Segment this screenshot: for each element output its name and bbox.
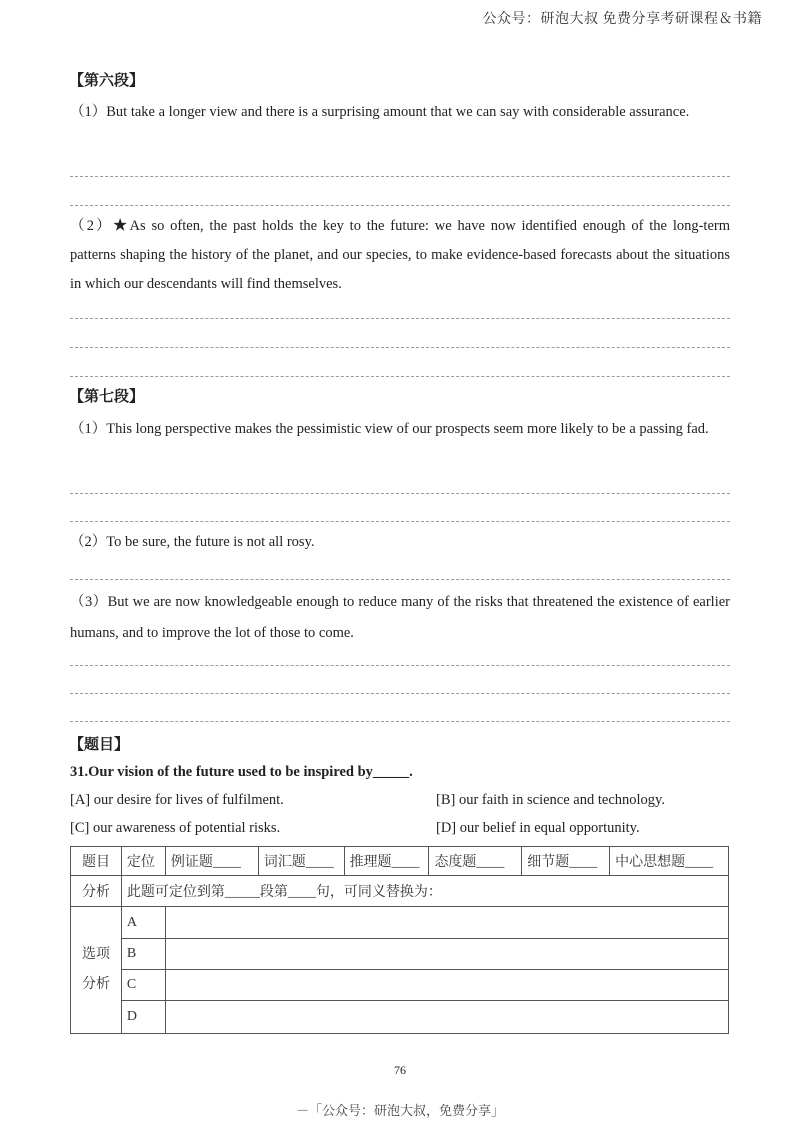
option-letter-d: D [121, 1001, 165, 1034]
option-b-analysis-cell [165, 939, 728, 970]
option-a: [A] our desire for lives of fulfilment. [70, 792, 284, 808]
answer-line [70, 521, 730, 522]
analysis-table [70, 846, 729, 1034]
page-number: 76 [394, 1063, 406, 1077]
header-watermark: 公众号：研泡大叔 免费分享考研课程＆书籍 [482, 12, 762, 27]
option-letter-c: C [121, 970, 165, 1001]
type-vocabulary: 词汇题____ [258, 847, 344, 876]
answer-line [70, 721, 730, 722]
footer-watermark: －「公众号：研泡大叔，免费分享」 [295, 1103, 504, 1118]
table-label-question: 题目 [71, 847, 122, 876]
answer-line [70, 693, 730, 694]
section-7-sentence-3: （3）But we are now knowledgeable enough to reduce many of the risks that threatened the existence of earlier humans, and to improve the lot of those to come. [70, 594, 730, 641]
answer-line [70, 376, 730, 377]
answer-line [70, 318, 730, 319]
option-d-analysis-cell [165, 1001, 728, 1034]
type-main-idea: 中心思想题____ [610, 847, 729, 876]
section-7-title: 【第七段】 [69, 389, 145, 405]
options-label-top: 选项 [81, 947, 110, 962]
answer-line [70, 665, 730, 666]
options-label-bottom: 分析 [81, 977, 110, 992]
option-c: [C] our awareness of potential risks. [70, 820, 281, 836]
section-6-title: 【第六段】 [69, 73, 145, 89]
section-6-sentence-2: （2）★As so often, the past holds the key to the future: we have now identified enough of the long-term patterns shaping the history of the planet, and our species, to make evidence-based forecasts about the situations in which our descendants will find themselves. [70, 218, 730, 292]
answer-line [70, 579, 730, 580]
answer-line [70, 347, 730, 348]
type-detail: 细节题____ [522, 847, 610, 876]
type-example: 例证题____ [165, 847, 258, 876]
option-c-analysis-cell [165, 970, 728, 1001]
section-7-sentence-2: （2）To be sure, the future is not all rosy. [70, 534, 315, 550]
options-analysis-label [71, 907, 122, 1034]
section-6-sentence-1: （1）But take a longer view and there is a surprising amount that we can say with considerable assurance. [70, 104, 690, 120]
option-letter-a: A [121, 907, 165, 939]
answer-line [70, 493, 730, 494]
question-stem: 31.Our vision of the future used to be inspired by_____. [70, 764, 413, 780]
type-locate: 定位 [121, 847, 165, 876]
locate-instruction: 此题可定位到第_____段第____句，可同义替换为： [121, 876, 728, 907]
question-section-title: 【题目】 [69, 737, 130, 753]
option-d: [D] our belief in equal opportunity. [436, 820, 640, 836]
option-letter-b: B [121, 939, 165, 970]
section-7-sentence-1: （1）This long perspective makes the pessimistic view of our prospects seem more likely to be a passing fad. [70, 421, 709, 437]
answer-line [70, 176, 730, 177]
type-inference: 推理题____ [344, 847, 429, 876]
table-label-analysis: 分析 [71, 876, 122, 907]
type-attitude: 态度题____ [429, 847, 522, 876]
answer-line [70, 205, 730, 206]
option-a-analysis-cell [165, 907, 728, 939]
option-b: [B] our faith in science and technology. [436, 792, 665, 808]
